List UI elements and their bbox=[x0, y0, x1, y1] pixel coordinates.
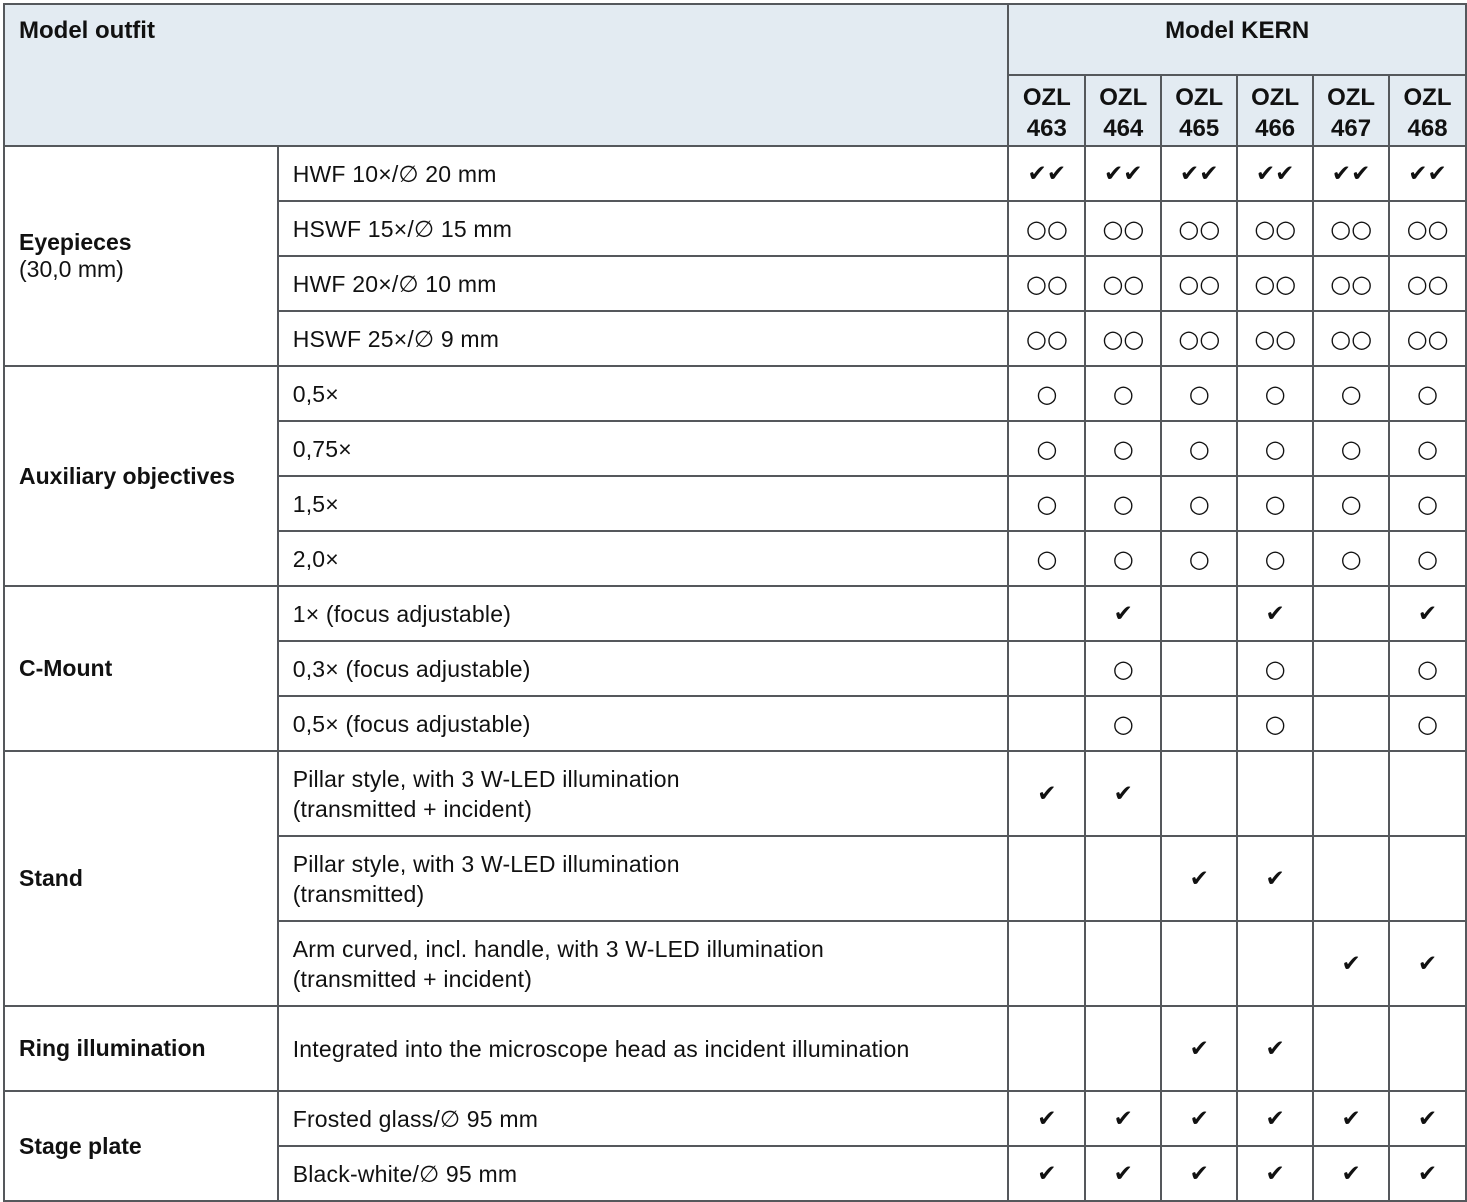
option-cell bbox=[278, 201, 1009, 256]
availability-cell bbox=[1085, 586, 1161, 641]
model-header-465: OZL 465 bbox=[1161, 75, 1237, 146]
availability-cell bbox=[1237, 311, 1313, 366]
model-outfit-header: Model outfit bbox=[4, 4, 1008, 146]
availability-cell bbox=[1237, 586, 1313, 641]
circle-icon: ○ bbox=[1188, 489, 1210, 518]
availability-cell bbox=[1008, 1146, 1085, 1201]
availability-cell bbox=[1161, 421, 1237, 476]
availability-cell bbox=[1237, 751, 1313, 836]
option-label: Integrated into the microscope head as incident illumination bbox=[292, 1035, 910, 1062]
circle-icon: ○ bbox=[1036, 379, 1058, 408]
availability-cell bbox=[1085, 921, 1161, 1006]
availability-cell bbox=[1161, 586, 1237, 641]
model-header-463: OZL 463 bbox=[1008, 75, 1085, 146]
availability-cell bbox=[1237, 641, 1313, 696]
availability-cell bbox=[1237, 146, 1313, 201]
option-label: Pillar style, with 3 W-LED illumination bbox=[292, 765, 680, 792]
double-circle-icon: ○○ bbox=[1406, 214, 1449, 243]
category-name: Ring illumination bbox=[19, 1035, 206, 1061]
availability-cell bbox=[1008, 201, 1085, 256]
option-cell bbox=[278, 311, 1009, 366]
check-mark-icon: ✔ bbox=[1265, 1105, 1285, 1132]
double-circle-icon: ○○ bbox=[1102, 214, 1145, 243]
double-circle-icon: ○○ bbox=[1102, 269, 1145, 298]
availability-cell bbox=[1313, 836, 1389, 921]
option-cell bbox=[278, 421, 1009, 476]
availability-cell bbox=[1161, 836, 1237, 921]
check-mark-icon: ✔ bbox=[1417, 1105, 1438, 1132]
availability-cell bbox=[1161, 751, 1237, 836]
option-label: HWF 20×/∅ 10 mm bbox=[292, 270, 497, 297]
availability-cell bbox=[1085, 1146, 1161, 1201]
availability-cell bbox=[1085, 531, 1161, 586]
option-label: Frosted glass/∅ 95 mm bbox=[292, 1105, 539, 1132]
double-circle-icon: ○○ bbox=[1406, 269, 1449, 298]
option-label: Black-white/∅ 95 mm bbox=[292, 1160, 518, 1187]
double-circle-icon: ○○ bbox=[1254, 324, 1297, 353]
availability-cell bbox=[1313, 421, 1389, 476]
double-check-mark-icon: ✔✔ bbox=[1408, 160, 1447, 187]
availability-cell bbox=[1313, 586, 1389, 641]
circle-icon: ○ bbox=[1264, 434, 1286, 463]
option-cell bbox=[278, 836, 1009, 921]
availability-cell bbox=[1389, 476, 1466, 531]
availability-cell bbox=[1008, 696, 1085, 751]
availability-cell bbox=[1008, 311, 1085, 366]
circle-icon: ○ bbox=[1188, 379, 1210, 408]
circle-icon: ○ bbox=[1340, 544, 1362, 573]
option-cell bbox=[278, 1091, 1009, 1146]
availability-cell bbox=[1085, 201, 1161, 256]
option-label-line2: (transmitted + incident) bbox=[292, 965, 533, 992]
spec-table-wrapper bbox=[3, 3, 1467, 1202]
availability-cell bbox=[1389, 836, 1466, 921]
option-cell bbox=[278, 366, 1009, 421]
availability-cell bbox=[1008, 256, 1085, 311]
double-circle-icon: ○○ bbox=[1330, 269, 1373, 298]
table-row bbox=[4, 1091, 1466, 1146]
check-mark-icon: ✔ bbox=[1037, 1160, 1057, 1187]
availability-cell bbox=[1008, 921, 1085, 1006]
availability-cell bbox=[1008, 421, 1085, 476]
check-mark-icon: ✔ bbox=[1113, 1105, 1133, 1132]
double-check-mark-icon: ✔✔ bbox=[1179, 160, 1219, 187]
double-check-mark-icon: ✔✔ bbox=[1103, 160, 1143, 187]
availability-cell bbox=[1085, 836, 1161, 921]
availability-cell bbox=[1008, 476, 1085, 531]
availability-cell bbox=[1237, 201, 1313, 256]
check-mark-icon: ✔ bbox=[1037, 1105, 1057, 1132]
table-row bbox=[4, 146, 1466, 201]
option-label: 0,3× (focus adjustable) bbox=[292, 655, 531, 682]
check-mark-icon: ✔ bbox=[1265, 1035, 1285, 1062]
availability-cell bbox=[1313, 1146, 1389, 1201]
category-cell bbox=[4, 366, 278, 586]
circle-icon: ○ bbox=[1417, 544, 1438, 573]
availability-cell bbox=[1313, 201, 1389, 256]
circle-icon: ○ bbox=[1417, 709, 1438, 738]
circle-icon: ○ bbox=[1112, 654, 1134, 683]
model-header-464: OZL 464 bbox=[1085, 75, 1161, 146]
category-cell bbox=[4, 586, 278, 751]
check-mark-icon: ✔ bbox=[1341, 950, 1361, 977]
availability-cell bbox=[1237, 836, 1313, 921]
availability-cell bbox=[1008, 146, 1085, 201]
double-circle-icon: ○○ bbox=[1178, 324, 1221, 353]
availability-cell bbox=[1085, 641, 1161, 696]
availability-cell bbox=[1161, 641, 1237, 696]
circle-icon: ○ bbox=[1264, 544, 1286, 573]
circle-icon: ○ bbox=[1340, 434, 1362, 463]
check-mark-icon: ✔ bbox=[1265, 600, 1285, 627]
availability-cell bbox=[1237, 1091, 1313, 1146]
circle-icon: ○ bbox=[1188, 434, 1210, 463]
circle-icon: ○ bbox=[1036, 434, 1058, 463]
circle-icon: ○ bbox=[1340, 379, 1362, 408]
circle-icon: ○ bbox=[1264, 654, 1286, 683]
double-circle-icon: ○○ bbox=[1330, 324, 1373, 353]
availability-cell bbox=[1161, 1006, 1237, 1091]
availability-cell bbox=[1389, 1091, 1466, 1146]
double-circle-icon: ○○ bbox=[1025, 269, 1068, 298]
option-cell bbox=[278, 476, 1009, 531]
category-cell bbox=[4, 751, 278, 1006]
table-row bbox=[4, 586, 1466, 641]
table-body bbox=[4, 146, 1466, 1201]
model-outfit-table bbox=[3, 3, 1467, 1202]
double-check-mark-icon: ✔✔ bbox=[1027, 160, 1067, 187]
circle-icon: ○ bbox=[1112, 709, 1134, 738]
availability-cell bbox=[1085, 1091, 1161, 1146]
circle-icon: ○ bbox=[1264, 489, 1286, 518]
availability-cell bbox=[1237, 476, 1313, 531]
availability-cell bbox=[1085, 1006, 1161, 1091]
check-mark-icon: ✔ bbox=[1113, 600, 1133, 627]
circle-icon: ○ bbox=[1188, 544, 1210, 573]
model-kern-header: Model KERN bbox=[1008, 4, 1466, 75]
category-name: Stage plate bbox=[19, 1132, 142, 1159]
availability-cell bbox=[1313, 641, 1389, 696]
double-circle-icon: ○○ bbox=[1406, 324, 1449, 353]
option-label-line2: (transmitted) bbox=[292, 880, 425, 907]
check-mark-icon: ✔ bbox=[1417, 950, 1438, 977]
category-name: Eyepieces bbox=[19, 229, 132, 255]
option-cell bbox=[278, 586, 1009, 641]
circle-icon: ○ bbox=[1417, 379, 1438, 408]
availability-cell bbox=[1161, 256, 1237, 311]
availability-cell bbox=[1237, 1146, 1313, 1201]
model-header-466: OZL 466 bbox=[1237, 75, 1313, 146]
availability-cell bbox=[1313, 751, 1389, 836]
option-cell bbox=[278, 641, 1009, 696]
availability-cell bbox=[1389, 366, 1466, 421]
availability-cell bbox=[1389, 921, 1466, 1006]
availability-cell bbox=[1008, 641, 1085, 696]
table-row bbox=[4, 366, 1466, 421]
option-cell bbox=[278, 921, 1009, 1006]
table-row bbox=[4, 751, 1466, 836]
double-circle-icon: ○○ bbox=[1178, 214, 1221, 243]
check-mark-icon: ✔ bbox=[1189, 1160, 1209, 1187]
circle-icon: ○ bbox=[1417, 434, 1438, 463]
option-label: Arm curved, incl. handle, with 3 W-LED illumination bbox=[292, 935, 825, 962]
availability-cell bbox=[1161, 696, 1237, 751]
availability-cell bbox=[1161, 146, 1237, 201]
availability-cell bbox=[1085, 421, 1161, 476]
availability-cell bbox=[1389, 311, 1466, 366]
availability-cell bbox=[1161, 201, 1237, 256]
availability-cell bbox=[1008, 1006, 1085, 1091]
circle-icon: ○ bbox=[1036, 489, 1058, 518]
availability-cell bbox=[1008, 366, 1085, 421]
availability-cell bbox=[1085, 311, 1161, 366]
availability-cell bbox=[1313, 696, 1389, 751]
model-header-468: OZL 468 bbox=[1389, 75, 1466, 146]
circle-icon: ○ bbox=[1112, 434, 1134, 463]
double-circle-icon: ○○ bbox=[1178, 269, 1221, 298]
double-check-mark-icon: ✔✔ bbox=[1255, 160, 1295, 187]
double-circle-icon: ○○ bbox=[1102, 324, 1145, 353]
option-label: 0,5× (focus adjustable) bbox=[292, 710, 531, 737]
circle-icon: ○ bbox=[1112, 379, 1134, 408]
option-label: HSWF 15×/∅ 15 mm bbox=[292, 215, 513, 242]
header-row-top bbox=[4, 4, 1466, 75]
double-circle-icon: ○○ bbox=[1025, 324, 1068, 353]
circle-icon: ○ bbox=[1036, 544, 1058, 573]
option-cell bbox=[278, 696, 1009, 751]
availability-cell bbox=[1313, 531, 1389, 586]
double-circle-icon: ○○ bbox=[1254, 214, 1297, 243]
availability-cell bbox=[1237, 921, 1313, 1006]
availability-cell bbox=[1008, 531, 1085, 586]
option-label-line2: (transmitted + incident) bbox=[292, 795, 533, 822]
table-row bbox=[4, 1006, 1466, 1091]
availability-cell bbox=[1313, 921, 1389, 1006]
availability-cell bbox=[1237, 1006, 1313, 1091]
check-mark-icon: ✔ bbox=[1189, 1105, 1209, 1132]
availability-cell bbox=[1313, 256, 1389, 311]
double-circle-icon: ○○ bbox=[1025, 214, 1068, 243]
availability-cell bbox=[1085, 696, 1161, 751]
availability-cell bbox=[1008, 1091, 1085, 1146]
check-mark-icon: ✔ bbox=[1417, 600, 1438, 627]
option-cell bbox=[278, 1146, 1009, 1201]
availability-cell bbox=[1389, 201, 1466, 256]
availability-cell bbox=[1161, 311, 1237, 366]
availability-cell bbox=[1313, 311, 1389, 366]
check-mark-icon: ✔ bbox=[1189, 865, 1209, 892]
availability-cell bbox=[1085, 751, 1161, 836]
check-mark-icon: ✔ bbox=[1189, 1035, 1209, 1062]
availability-cell bbox=[1313, 146, 1389, 201]
availability-cell bbox=[1161, 531, 1237, 586]
circle-icon: ○ bbox=[1264, 709, 1286, 738]
option-label: 0,5× bbox=[292, 380, 339, 407]
availability-cell bbox=[1389, 696, 1466, 751]
availability-cell bbox=[1085, 146, 1161, 201]
availability-cell bbox=[1389, 531, 1466, 586]
check-mark-icon: ✔ bbox=[1113, 780, 1133, 807]
availability-cell bbox=[1389, 586, 1466, 641]
option-label: 1× (focus adjustable) bbox=[292, 600, 512, 627]
availability-cell bbox=[1161, 366, 1237, 421]
availability-cell bbox=[1389, 1006, 1466, 1091]
availability-cell bbox=[1389, 751, 1466, 836]
category-name: Auxiliary objectives bbox=[19, 462, 236, 489]
availability-cell bbox=[1008, 751, 1085, 836]
circle-icon: ○ bbox=[1112, 544, 1134, 573]
availability-cell bbox=[1237, 421, 1313, 476]
availability-cell bbox=[1161, 1146, 1237, 1201]
circle-icon: ○ bbox=[1340, 489, 1362, 518]
availability-cell bbox=[1389, 146, 1466, 201]
circle-icon: ○ bbox=[1417, 654, 1438, 683]
availability-cell bbox=[1237, 256, 1313, 311]
availability-cell bbox=[1008, 836, 1085, 921]
category-cell bbox=[4, 146, 278, 366]
availability-cell bbox=[1008, 586, 1085, 641]
option-label: 0,75× bbox=[292, 435, 352, 462]
availability-cell bbox=[1085, 256, 1161, 311]
category-cell bbox=[4, 1006, 278, 1091]
availability-cell bbox=[1313, 1006, 1389, 1091]
check-mark-icon: ✔ bbox=[1037, 780, 1057, 807]
double-circle-icon: ○○ bbox=[1254, 269, 1297, 298]
option-cell bbox=[278, 531, 1009, 586]
category-subtitle: (30,0 mm) bbox=[19, 256, 124, 282]
check-mark-icon: ✔ bbox=[1341, 1160, 1361, 1187]
availability-cell bbox=[1313, 476, 1389, 531]
option-cell bbox=[278, 256, 1009, 311]
option-label: HSWF 25×/∅ 9 mm bbox=[292, 325, 500, 352]
check-mark-icon: ✔ bbox=[1265, 865, 1285, 892]
availability-cell bbox=[1389, 256, 1466, 311]
model-header-467: OZL 467 bbox=[1313, 75, 1389, 146]
availability-cell bbox=[1389, 421, 1466, 476]
availability-cell bbox=[1389, 1146, 1466, 1201]
circle-icon: ○ bbox=[1417, 489, 1438, 518]
option-label: 2,0× bbox=[292, 545, 339, 572]
double-circle-icon: ○○ bbox=[1330, 214, 1373, 243]
availability-cell bbox=[1161, 921, 1237, 1006]
option-label: HWF 10×/∅ 20 mm bbox=[292, 160, 497, 187]
availability-cell bbox=[1389, 641, 1466, 696]
option-label: 1,5× bbox=[292, 490, 339, 517]
availability-cell bbox=[1085, 366, 1161, 421]
availability-cell bbox=[1237, 696, 1313, 751]
category-cell bbox=[4, 1091, 278, 1201]
availability-cell bbox=[1085, 476, 1161, 531]
option-cell bbox=[278, 1006, 1009, 1091]
availability-cell bbox=[1237, 366, 1313, 421]
category-name: C-Mount bbox=[19, 655, 113, 681]
option-label: Pillar style, with 3 W-LED illumination bbox=[292, 850, 680, 877]
option-cell bbox=[278, 146, 1009, 201]
check-mark-icon: ✔ bbox=[1341, 1105, 1361, 1132]
availability-cell bbox=[1161, 1091, 1237, 1146]
check-mark-icon: ✔ bbox=[1265, 1160, 1285, 1187]
circle-icon: ○ bbox=[1112, 489, 1134, 518]
check-mark-icon: ✔ bbox=[1417, 1160, 1438, 1187]
availability-cell bbox=[1313, 366, 1389, 421]
availability-cell bbox=[1313, 1091, 1389, 1146]
option-cell bbox=[278, 751, 1009, 836]
availability-cell bbox=[1161, 476, 1237, 531]
check-mark-icon: ✔ bbox=[1113, 1160, 1133, 1187]
category-name: Stand bbox=[19, 865, 83, 891]
double-check-mark-icon: ✔✔ bbox=[1331, 160, 1371, 187]
availability-cell bbox=[1237, 531, 1313, 586]
circle-icon: ○ bbox=[1264, 379, 1286, 408]
